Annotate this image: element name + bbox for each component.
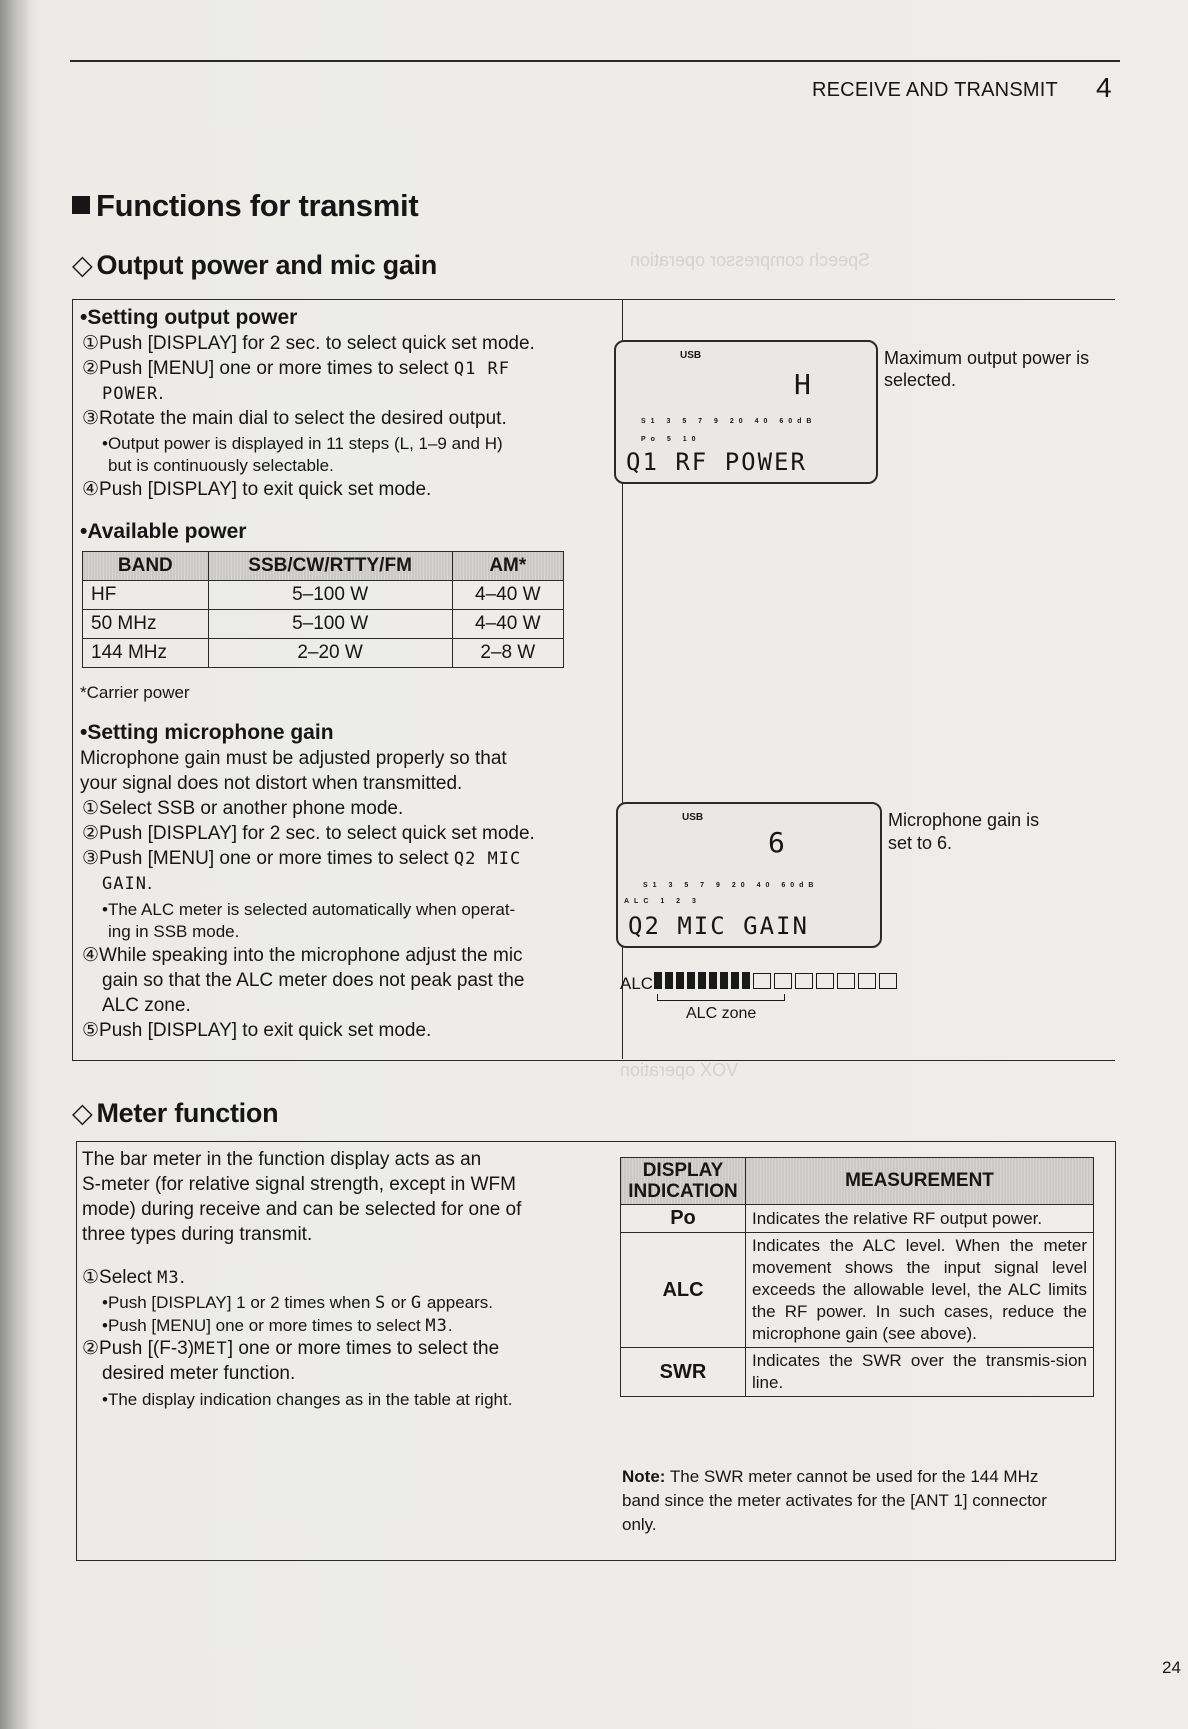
main-title-text: Functions for transmit xyxy=(96,188,419,223)
meter-intro-cont: S-meter (for relative signal strength, except in WFM xyxy=(82,1174,516,1195)
alc-segment-empty xyxy=(858,973,876,989)
alc-meter-label: ALC xyxy=(620,974,654,993)
swr-note: Note: The SWR meter cannot be used for the 144 MHz xyxy=(622,1467,1039,1486)
lcd2-caption: Microphone gain is xyxy=(888,810,1040,830)
mic-step-3-note-cont: ing in SSB mode. xyxy=(108,922,240,941)
meter-step-2-note: •The display indication changes as in the table at right. xyxy=(102,1390,513,1409)
mic-gain-intro-cont: your signal does not distort when transmitted. xyxy=(80,773,463,794)
square-bullet-icon xyxy=(72,196,90,214)
table-row xyxy=(83,581,564,610)
available-power-heading: •Available power xyxy=(80,520,247,543)
alc-segment-filled xyxy=(698,972,706,989)
measurement-table xyxy=(620,1157,1094,1397)
alc-segment-empty xyxy=(816,973,834,989)
output-step-2: ②Push [MENU] one or more times to select Q1 RF xyxy=(82,358,511,379)
table-row xyxy=(621,1348,1094,1397)
swr-note-cont2: only. xyxy=(622,1515,657,1534)
measurement-description: Indicates the relative RF output power. xyxy=(746,1205,1094,1233)
measurement-description: Indicates the ALC level. When the meter movement shows the input signal level exceeds the allowable level, the ALC limits the RF power. In such cases, reduce the microphone gain (see above). xyxy=(746,1233,1094,1348)
table-cell: 5–100 W xyxy=(208,581,452,610)
page-number: 24 xyxy=(1162,1658,1181,1677)
table-row xyxy=(83,610,564,639)
column-header: AM* xyxy=(452,552,563,581)
mic-gain-value: 6 xyxy=(768,826,785,859)
mic-gain-heading: •Setting microphone gain xyxy=(80,721,334,744)
output-step-3-note-cont: but is continuously selectable. xyxy=(108,456,334,475)
indication-label: SWR xyxy=(621,1348,746,1397)
lcd1-caption: Maximum output power is xyxy=(884,348,1090,368)
table-row xyxy=(621,1205,1094,1233)
meter-step-2-cont: desired meter function. xyxy=(102,1363,296,1384)
meter-intro: The bar meter in the function display acts as an xyxy=(82,1149,482,1170)
lcd2-caption-cont: set to 6. xyxy=(888,833,953,853)
alc-segment-filled xyxy=(742,972,750,989)
output-step-4: ④Push [DISPLAY] to exit quick set mode. xyxy=(82,479,432,500)
po-scale: Po 5 10 xyxy=(641,436,701,443)
lcd-display-mic-gain xyxy=(616,802,882,948)
lcd-menu-line: Q1 RF POWER xyxy=(626,448,807,476)
lcd-display-rf-power xyxy=(614,340,878,484)
mic-step-3-note: •The ALC meter is selected automatically when operat- xyxy=(102,900,516,919)
table-cell: 4–40 W xyxy=(452,610,563,639)
alc-segment-filled xyxy=(709,972,717,989)
alc-segment-filled xyxy=(654,972,662,989)
lcd-menu-line: Q2 MIC GAIN xyxy=(628,912,809,940)
indication-label: ALC xyxy=(621,1233,746,1348)
alc-segment-filled xyxy=(731,972,739,989)
column-header: SSB/CW/RTTY/FM xyxy=(208,552,452,581)
alc-segment-empty xyxy=(753,973,771,989)
main-title xyxy=(72,188,418,224)
chapter-number: 4 xyxy=(1096,72,1112,103)
table-row xyxy=(621,1233,1094,1348)
lcd1-caption-cont: selected. xyxy=(884,370,957,390)
meter-step-1-note-1: •Push [DISPLAY] 1 or 2 times when S or G appears. xyxy=(102,1293,493,1313)
table-cell: 5–100 W xyxy=(208,610,452,639)
output-step-1: ①Push [DISPLAY] for 2 sec. to select quick set mode. xyxy=(82,333,535,354)
meter-section-title: ◇ Meter function xyxy=(72,1098,279,1128)
alc-segment-filled xyxy=(676,972,684,989)
meter-intro-cont2: mode) during receive and can be selected for one of xyxy=(82,1199,522,1220)
alc-scale: ALC 1 2 3 xyxy=(624,898,701,905)
alc-segment-filled xyxy=(687,972,695,989)
power-value: H xyxy=(794,368,811,401)
alc-zone-label: ALC zone xyxy=(686,1005,757,1022)
meter-intro-cont3: three types during transmit. xyxy=(82,1224,313,1245)
table-cell: 144 MHz xyxy=(83,639,209,668)
table-cell: 2–8 W xyxy=(452,639,563,668)
output-step-2-cont: POWER. xyxy=(102,383,164,404)
table-header-row xyxy=(83,552,564,581)
table-row xyxy=(83,639,564,668)
table-cell: 4–40 W xyxy=(452,581,563,610)
mic-step-1: ①Select SSB or another phone mode. xyxy=(82,798,404,819)
mic-step-4: ④While speaking into the microphone adjust the mic xyxy=(82,945,523,966)
output-step-3: ③Rotate the main dial to select the desired output. xyxy=(82,408,507,429)
alc-bar-meter xyxy=(654,972,900,992)
meter-step-2: ②Push [(F-3)MET] one or more times to select the xyxy=(82,1338,500,1359)
alc-zone-bracket xyxy=(657,994,785,1001)
mic-step-4-cont2: ALC zone. xyxy=(102,995,191,1016)
mode-indicator: USB xyxy=(682,812,704,823)
output-section-title: ◇ Output power and mic gain xyxy=(72,250,437,280)
column-header-display-indication: DISPLAY INDICATION xyxy=(621,1158,746,1205)
measurement-description: Indicates the SWR over the transmis-sion line. xyxy=(746,1348,1094,1397)
column-header: BAND xyxy=(83,552,209,581)
swr-note-cont: band since the meter activates for the [ANT 1] connector xyxy=(622,1491,1047,1510)
mode-indicator: USB xyxy=(680,350,702,361)
s-meter-scale: S1 3 5 7 9 20 40 60dB xyxy=(643,882,819,889)
table-cell: 2–20 W xyxy=(208,639,452,668)
meter-step-1-note-2: •Push [MENU] one or more times to select M3. xyxy=(102,1316,453,1336)
alc-segment-empty xyxy=(837,973,855,989)
setting-output-power-heading: •Setting output power xyxy=(80,306,298,329)
table-header-row xyxy=(621,1158,1094,1205)
carrier-power-footnote: *Carrier power xyxy=(80,683,190,702)
header-rule xyxy=(70,60,1120,62)
mic-step-2: ②Push [DISPLAY] for 2 sec. to select quick set mode. xyxy=(82,823,535,844)
mic-step-4-cont: gain so that the ALC meter does not peak past the xyxy=(102,970,525,991)
available-power-table xyxy=(82,551,564,668)
diamond-icon: ◇ xyxy=(72,1098,93,1128)
table-cell: HF xyxy=(83,581,209,610)
bleed-through-text: VOX operation xyxy=(620,1060,739,1080)
alc-segment-empty xyxy=(879,973,897,989)
output-step-3-note: •Output power is displayed in 11 steps (L, 1–9 and H) xyxy=(102,434,503,453)
alc-segment-filled xyxy=(665,972,673,989)
indication-label: Po xyxy=(621,1205,746,1233)
mic-step-3-cont: GAIN. xyxy=(102,873,153,894)
column-header-measurement: MEASUREMENT xyxy=(746,1158,1094,1205)
running-header: RECEIVE AND TRANSMIT xyxy=(812,79,1058,101)
alc-segment-filled xyxy=(720,972,728,989)
mic-step-3: ③Push [MENU] one or more times to select Q2 MIC xyxy=(82,848,522,869)
mic-step-5: ⑤Push [DISPLAY] to exit quick set mode. xyxy=(82,1020,432,1041)
meter-step-1: ①Select M3. xyxy=(82,1267,185,1288)
diamond-icon: ◇ xyxy=(72,250,93,280)
s-meter-scale: S1 3 5 7 9 20 40 60dB xyxy=(641,418,817,425)
alc-segment-empty xyxy=(795,973,813,989)
alc-segment-empty xyxy=(774,973,792,989)
binding-gutter xyxy=(0,0,30,1729)
bleed-through-text: Speech compressor operation xyxy=(630,250,871,270)
mic-gain-intro: Microphone gain must be adjusted properly so that xyxy=(80,748,507,769)
table-cell: 50 MHz xyxy=(83,610,209,639)
